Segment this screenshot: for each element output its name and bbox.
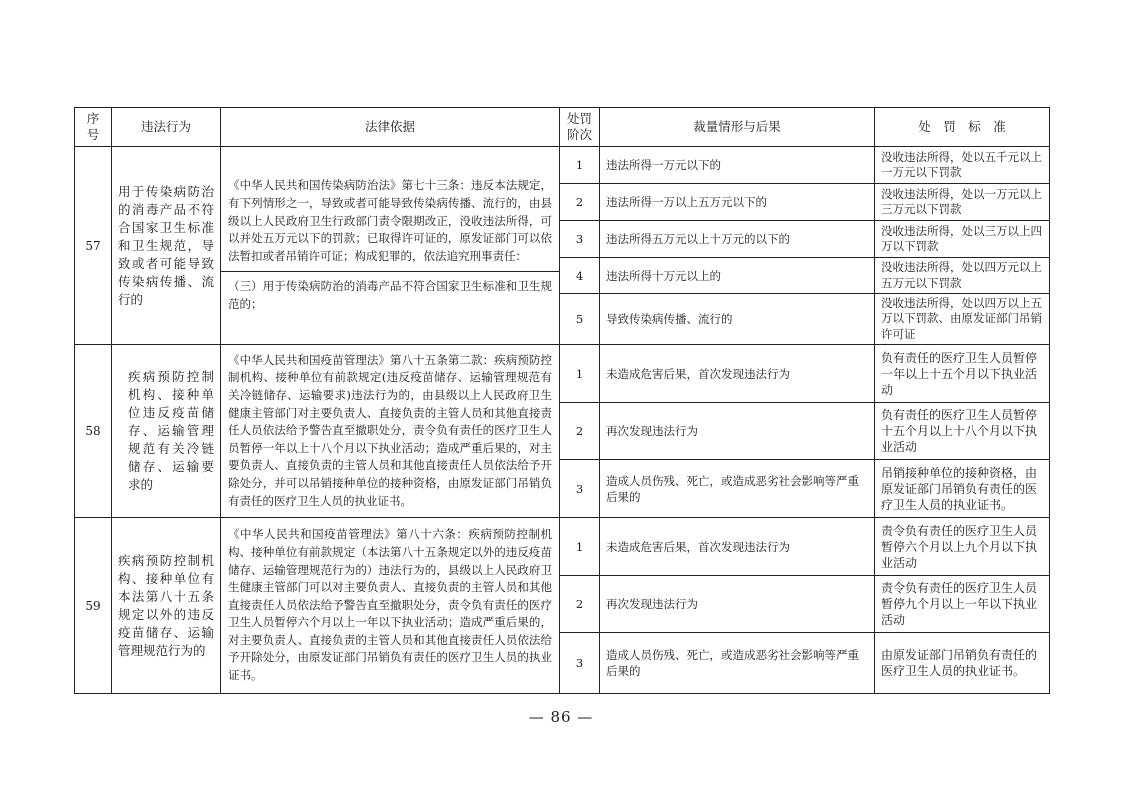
penalty-table-container (74, 107, 1049, 694)
penalty-table (74, 107, 1050, 694)
level-cell: 2 (560, 576, 600, 633)
circumstance-cell: 再次发现违法行为 (600, 576, 875, 633)
violation-cell: 用于传染病防治的消毒产品不符合国家卫生标准和卫生规范，导致或者可能导致传染病传播、流行的 (112, 147, 221, 345)
law-cell: 《中华人民共和国疫苗管理法》第八十五条第二款：疾病预防控制机构、接种单位有前款规定(违反疫苗储存、运输管理规范有关冷链储存、运输要求)违法行为的，由县级以上人民政府卫生健康主管部门对主要负责人、直接负责的主管人员和其他直接责任人员依法给予警告直至撤职处分，责令负有责任的医疗卫生人员暂停一年以上十八个月以下执业活动；造成严重后果的，对主要负责人、直接负责的主管人员和其他直接责任人员依法给予开除处分，并可以吊销接种单位的接种资格，由原发证部门吊销负有责任的医疗卫生人员的执业证书。 (221, 345, 560, 518)
law-cell: 《中华人民共和国疫苗管理法》第八十六条：疾病预防控制机构、接种单位有前款规定（本法第八十五条规定以外的违反疫苗储存、运输管理规范行为的）违法行为的，县级以上人民政府卫生健康主管部门可以对主要负责人、直接负责的主管人员和其他直接责任人员依法给予警告直至撤职处分，责令负有责任的医疗卫生人员暂停六个月以上一年以下执业活动；造成严重后果的，对主要负责人、直接负责的主管人员和其他直接责任人员依法给予开除处分，由原发证部门吊销负有责任的医疗卫生人员的执业证书。 (221, 518, 560, 694)
standard-cell: 没收违法所得，处以三万以上四万以下罚款 (875, 221, 1050, 258)
circumstance-cell: 导致传染病传播、流行的 (600, 294, 875, 345)
circumstance-cell: 未造成危害后果，首次发现违法行为 (600, 345, 875, 403)
standard-cell: 责令负有责任的医疗卫生人员暂停九个月以上一年以下执业活动 (875, 576, 1050, 633)
level-cell: 1 (560, 147, 600, 184)
standard-cell: 没收违法所得，处以四万以上五万以下罚款、由原发证部门吊销许可证 (875, 294, 1050, 345)
law-subclause: （三）用于传染病防治的消毒产品不符合国家卫生标准和卫生规范的； (221, 271, 559, 319)
circumstance-cell: 违法所得一万以上五万元以下的 (600, 184, 875, 221)
circumstance-cell: 再次发现违法行为 (600, 403, 875, 460)
table-header-row (75, 108, 1050, 147)
header-seq: 序号 (75, 108, 112, 147)
standard-cell: 负有责任的医疗卫生人员暂停十五个月以上十八个月以下执业活动 (875, 403, 1050, 460)
standard-cell: 负有责任的医疗卫生人员暂停一年以上十五个月以下执业活动 (875, 345, 1050, 403)
standard-cell: 责令负有责任的医疗卫生人员暂停六个月以上九个月以下执业活动 (875, 518, 1050, 576)
level-cell: 2 (560, 184, 600, 221)
table-row (75, 518, 1050, 576)
level-cell: 3 (560, 221, 600, 258)
circumstance-cell: 未造成危害后果，首次发现违法行为 (600, 518, 875, 576)
level-cell: 4 (560, 258, 600, 294)
standard-cell: 由原发证部门吊销负有责任的医疗卫生人员的执业证书。 (875, 633, 1050, 694)
table-row (75, 147, 1050, 184)
circumstance-cell: 违法所得五万元以上十万元的以下的 (600, 221, 875, 258)
level-cell: 3 (560, 460, 600, 518)
level-cell: 1 (560, 518, 600, 576)
level-cell: 1 (560, 345, 600, 403)
circumstance-cell: 违法所得一万元以下的 (600, 147, 875, 184)
level-cell: 2 (560, 403, 600, 460)
level-cell: 3 (560, 633, 600, 694)
circumstance-cell: 造成人员伤残、死亡，或造成恶劣社会影响等严重后果的 (600, 460, 875, 518)
standard-cell: 没收违法所得，处以一万元以上三万元以下罚款 (875, 184, 1050, 221)
law-text: 《中华人民共和国传染病防治法》第七十三条：违反本法规定，有下列情形之一，导致或者可能导致传染病传播、流行的，由县级以上人民政府卫生行政部门责令限期改正，没收违法所得，可以并处五万元以下的罚款；已取得许可证的，原发证部门可以依法暂扣或者吊销许可证；构成犯罪的，依法追究刑事责任： (228, 178, 552, 263)
header-circumstance: 裁量情形与后果 (600, 108, 875, 147)
table-row (75, 345, 1050, 403)
page-number: — 86 — (528, 708, 594, 726)
header-level: 处罚阶次 (560, 108, 600, 147)
seq-cell: 59 (75, 518, 112, 694)
violation-cell: 疾病预防控制机构、接种单位违反疫苗储存、运输管理规范有关冷链储存、运输要求的 (112, 345, 221, 518)
violation-cell: 疾病预防控制机构、接种单位有本法第八十五条规定以外的违反疫苗储存、运输管理规范行为的 (112, 518, 221, 694)
header-law: 法律依据 (221, 108, 560, 147)
header-standard: 处 罚 标 准 (875, 108, 1050, 147)
standard-cell: 没收违法所得，处以五千元以上一万元以下罚款 (875, 147, 1050, 184)
law-cell (221, 147, 560, 345)
circumstance-cell: 造成人员伤残、死亡，或造成恶劣社会影响等严重后果的 (600, 633, 875, 694)
seq-cell: 57 (75, 147, 112, 345)
header-violation: 违法行为 (112, 108, 221, 147)
circumstance-cell: 违法所得十万元以上的 (600, 258, 875, 294)
standard-cell: 没收违法所得，处以四万元以上五万元以下罚款 (875, 258, 1050, 294)
standard-cell: 吊销接种单位的接种资格，由原发证部门吊销负有责任的医疗卫生人员的执业证书。 (875, 460, 1050, 518)
level-cell: 5 (560, 294, 600, 345)
seq-cell: 58 (75, 345, 112, 518)
